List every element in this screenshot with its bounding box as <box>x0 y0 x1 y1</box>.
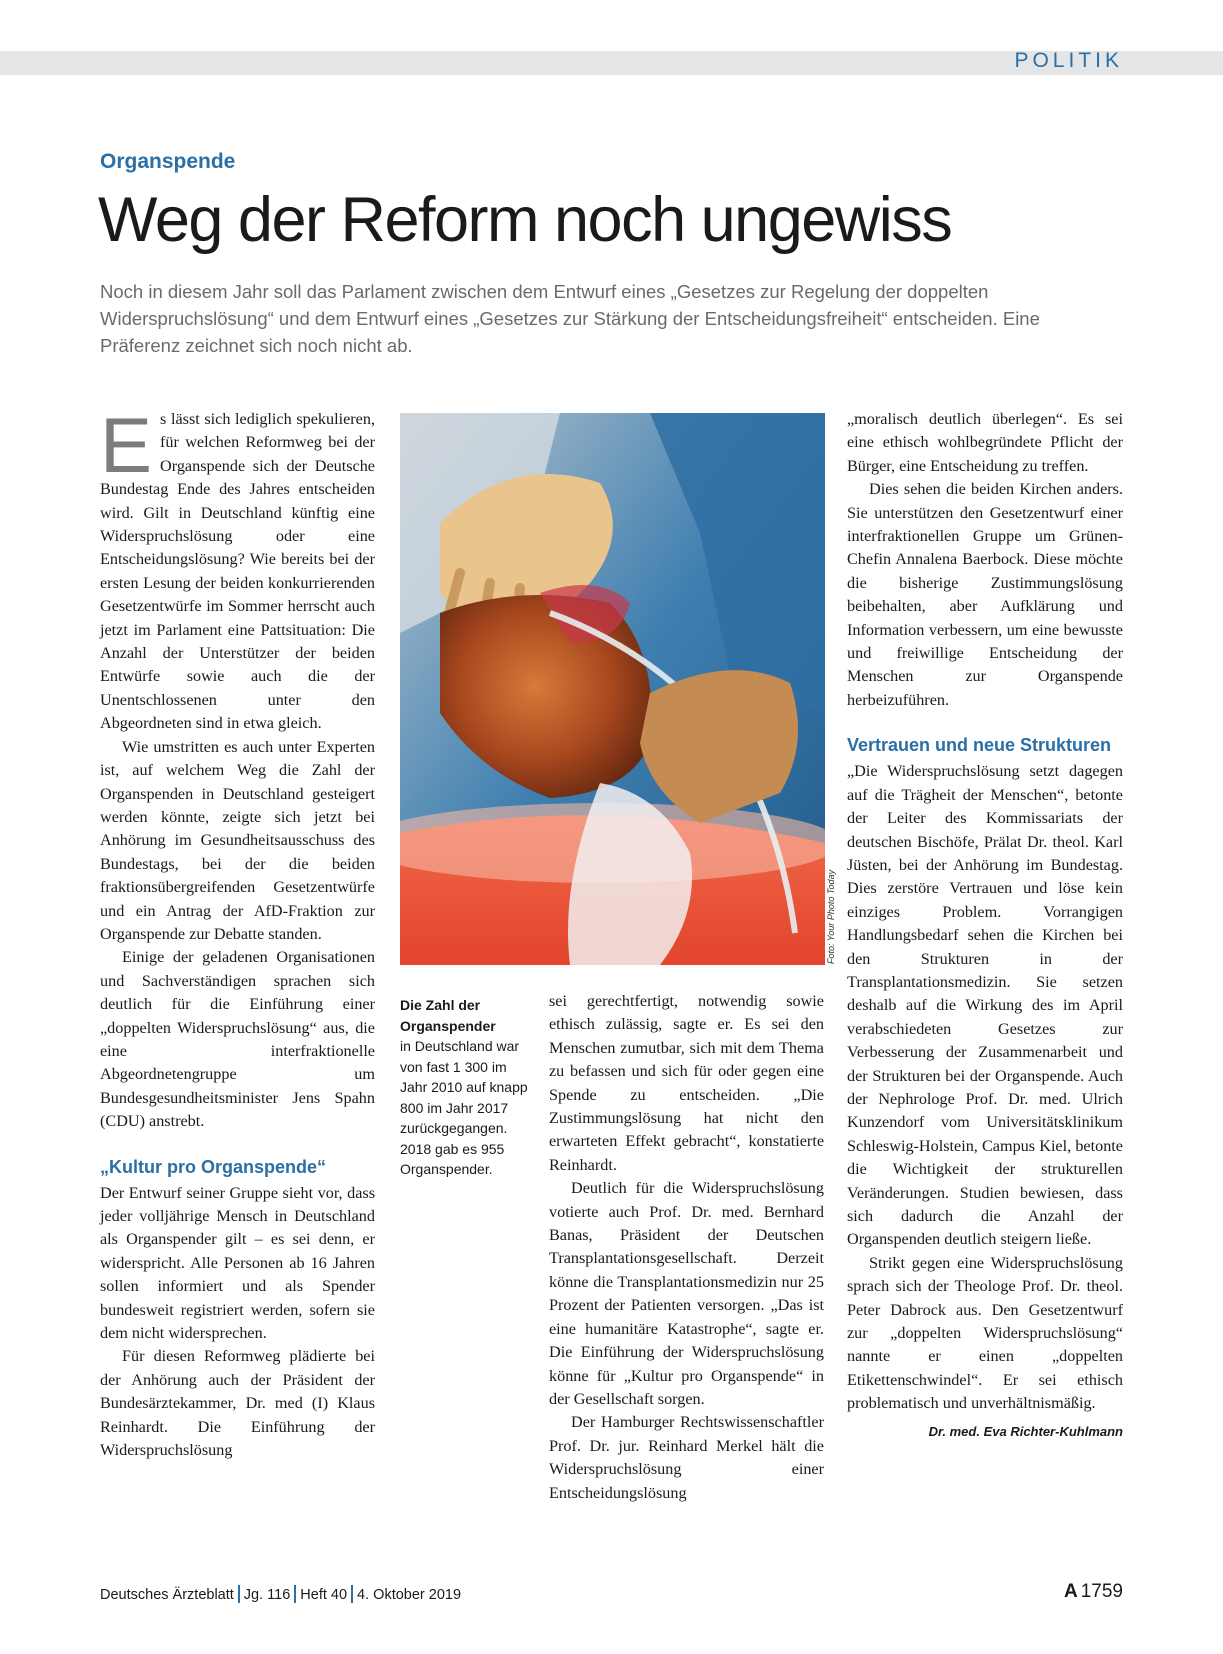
page-number <box>1064 1581 1123 1603</box>
paragraph: Strikt gegen eine Widerspruchslösung sprach sich der Theologe Prof. Dr. theol. Peter Dabrock aus. Den Gesetzentwurf zur „doppelten Widerspruchslösung“ nannte er einen „doppelten Etikettenschwindel“. Er sei ethisch problematisch und unverhältnismäßig. <box>847 1253 1123 1413</box>
drop-cap: E <box>100 401 153 489</box>
caption-lead: Die Zahl der Organspender <box>400 997 496 1034</box>
paragraph: sei gerechtfertigt, notwendig sowie ethisch zulässig, sagte er. Es sei den Menschen zumutbar, sich mit dem Thema zu befassen und sich für oder gegen eine Spende zu entscheiden. „Die Zustimmungslösung hat nicht den erwarteten Effekt gebracht“, konstatierte Reinhardt. <box>549 992 824 1174</box>
article-kicker: Organspende <box>100 150 236 173</box>
photo-credit: Foto: Your Photo Today <box>826 869 836 964</box>
paragraph: Einige der geladenen Organisationen und Sachverständigen sprachen sich deutlich für die Einführung einer „doppelten Widerspruchslösung“ aus, die eine interfraktionelle Abgeordnetengruppe um Bundesgesundheitsminister Jens Spahn (CDU) anstrebt. <box>100 948 375 1131</box>
journal-issue: Heft 40 <box>300 1587 348 1603</box>
section-label: POLITIK <box>1014 49 1123 72</box>
article-lead: Noch in diesem Jahr soll das Parlament zwischen dem Entwurf eines „Gesetzes zur Regelung der doppelten Widerspruchslösung“ und dem Entwurf eines „Gesetzes zur Stärkung der Entscheidungsfreiheit“ entscheiden. Eine Präferenz zeichnet sich noch nicht ab. <box>100 281 1040 356</box>
article-author: Dr. med. Eva Richter-Kuhlmann <box>928 1423 1123 1439</box>
text-column-3 <box>549 990 824 1505</box>
paragraph: s lässt sich lediglich spekulieren, für welchen Reformweg bei der Organspende sich der Deutsche Bundestag Ende des Jahres entscheiden wird. Gilt in Deutschland künftig eine Widerspruchslösung oder eine Entscheidungslösung? Wie bereits bei der ersten Lesung der beiden konkurrierenden Gesetzentwürfe im Sommer herrscht auch jetzt im Parlament eine Pattsituation: Die Anzahl der Unterstützer der beiden Entwürfe sowie auch die der Unentschlossenen unter den Abgeordneten sind in etwa gleich. <box>100 410 375 733</box>
paragraph: Dies sehen die beiden Kirchen anders. Sie unterstützen den Gesetzentwurf einer interfraktionellen Gruppe um Grünen-Chefin Annalena Baerbock. Diese möchte die bisherige Zustimmungslösung beibehalten, aber Aufklärung und Information verbessern, um eine bewusste und freiwillige Entscheidung der Menschen zur Organspende herbeizuführen. <box>847 480 1123 709</box>
journal-name: Deutsches Ärzteblatt <box>100 1587 234 1603</box>
article-photo <box>400 413 825 965</box>
page-number-value: 1759 <box>1080 1581 1123 1602</box>
paragraph: Für diesen Reformweg plädierte bei der Anhörung auch der Präsident der Bundesärztekammer, Dr. med (I) Klaus Reinhardt. Die Einführung der Widerspruchslösung <box>100 1347 375 1460</box>
paragraph: Wie umstritten es auch unter Experten ist, auf welchem Weg die Zahl der Organspenden in Deutschland gesteigert werden könnte, zeigte sich jetzt bei Anhörung im Gesundheitsausschuss des Bundestags, bei der die beiden fraktionsübergreifenden Gesetzentwürfe und ein Antrag der AfD-Fraktion zur Organspende zur Debatte standen. <box>100 737 375 943</box>
footer-divider <box>294 1585 296 1603</box>
page-footer <box>100 1585 461 1603</box>
paragraph: Der Hamburger Rechtswissenschaftler Prof. Dr. jur. Reinhard Merkel hält die Widerspruchslösung einer Entscheidungslösung <box>549 1413 824 1502</box>
text-column-1 <box>100 401 375 1462</box>
paragraph: „Die Widerspruchslösung setzt dagegen auf die Trägheit der Menschen“, betonte der Leiter des Kommissariats der deutschen Bischöfe, Prälat Dr. theol. Karl Jüsten, bei der Anhörung im Bundestag. Dies zerstöre Vertrauen und löse kein einziges Problem. Vorrangigen Handlungsbedarf sehen die Kirchen bei den Strukturen in der Transplantationsmedizin. Sie setzen deshalb auf die Wirkung des im April verabschiedeten Gesetzes zur Verbesserung der Zusammenarbeit und der Strukturen bei der Organspende. Auch der Nephrologe Prof. Dr. med. Ulrich Kunzendorf vom Universitätsklinikum Schleswig-Holstein, Campus Kiel, betonte die Wichtigkeit der strukturellen Veränderungen. Studien bewiesen, dass sich dadurch die Anzahl der Organspenden deutlich steigern ließe. <box>847 762 1123 1249</box>
paragraph: Deutlich für die Widerspruchslösung votierte auch Prof. Dr. med. Bernhard Banas, Präsident der Deutschen Transplantationsgesellschaft. Derzeit könne die Transplantationsmedizin nur 25 Prozent der Patienten versorgen. „Das ist eine humanitäre Katastrophe“, sagte er. Die Einführung der Widerspruchslösung könne für „Kultur pro Organspende“ in der Gesellschaft sorgen. <box>549 1179 824 1408</box>
journal-date: 4. Oktober 2019 <box>357 1587 462 1603</box>
paragraph: „moralisch deutlich überlegen“. Es sei eine ethisch wohlbegründete Pflicht der Bürger, eine Entscheidung zu treffen. <box>847 410 1123 475</box>
surgery-photo-illustration <box>400 413 825 965</box>
subheading-vertrauen: Vertrauen und neue Strukturen <box>847 735 1112 756</box>
footer-divider <box>238 1585 240 1603</box>
page-prefix: A <box>1063 1581 1078 1602</box>
article-title: Weg der Reform noch ungewiss <box>98 185 952 255</box>
text-column-4 <box>847 408 1123 1443</box>
footer-divider <box>351 1585 353 1603</box>
photo-caption <box>400 995 535 1180</box>
caption-text: in Deutschland war von fast 1 300 im Jahr 2010 auf knapp 800 im Jahr 2017 zurückgegangen. 2018 gab es 955 Organspender. <box>400 1038 528 1177</box>
paragraph: Der Entwurf seiner Gruppe sieht vor, dass jeder volljährige Mensch in Deutschland als Organspender gilt – es sei denn, er widerspricht. Alle Personen ab 16 Jahren sollen informiert und als Spender bundesweit registriert werden, sofern sie dem nicht widersprechen. <box>100 1183 375 1343</box>
subheading-kultur: „Kultur pro Organspende“ <box>100 1156 327 1177</box>
journal-volume: Jg. 116 <box>243 1587 291 1603</box>
